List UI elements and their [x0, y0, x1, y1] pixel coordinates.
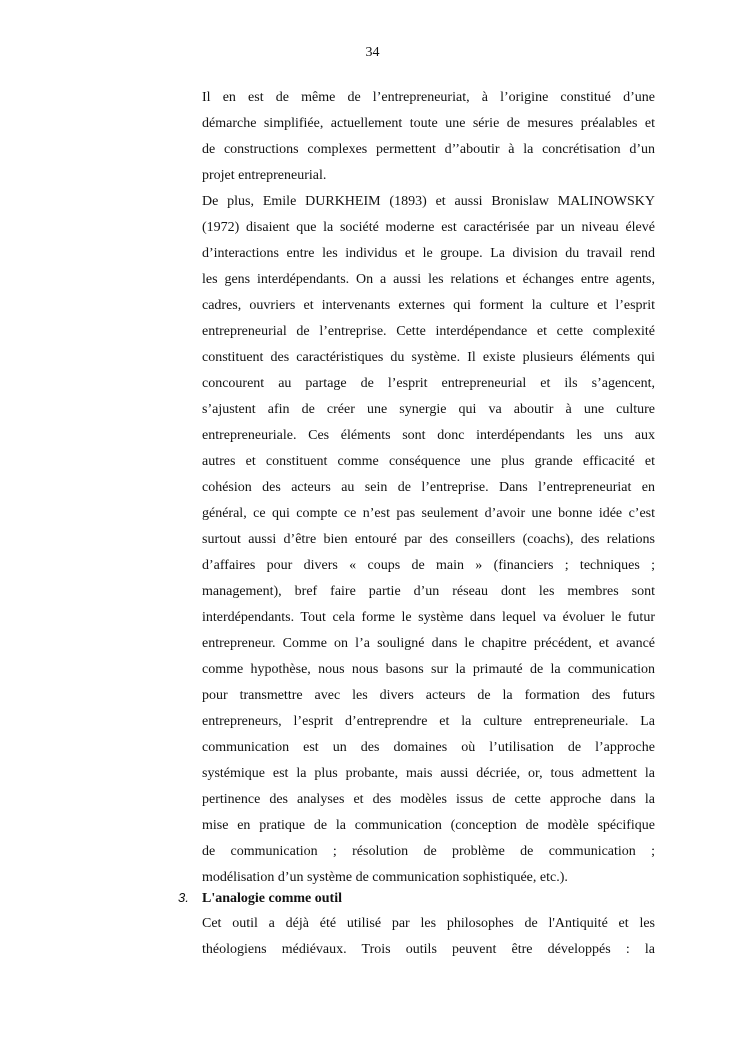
text-line: concourent au partage de l’esprit entrepreneurial et ils s’agencent, — [202, 376, 655, 391]
text-line: modélisation d’un système de communication sophistiquée, etc.). — [202, 870, 568, 885]
text-line: d’interactions entre les individus et le groupe. La division du travail rend — [202, 246, 655, 261]
text-line: d’affaires pour divers « coups de main » (financiers ; techniques ; — [202, 558, 655, 573]
section-number: 3. — [178, 890, 189, 905]
text-line: entrepreneuriale. Ces éléments sont donc interdépendants les uns aux — [202, 428, 655, 443]
paragraph-analogie — [202, 911, 655, 963]
text-line: de communication ; résolution de problème de communication ; — [202, 844, 655, 859]
section-title: L'analogie comme outil — [202, 891, 342, 906]
text-line: mise en pratique de la communication (conception de modèle spécifique — [202, 818, 655, 833]
text-line: (1972) disaient que la société moderne est caractérisée par un niveau élevé — [202, 220, 655, 235]
text-line: surtout aussi d’être bien entouré par des conseillers (coachs), des relations — [202, 532, 655, 547]
page-number: 34 — [365, 45, 380, 60]
section-heading — [178, 885, 342, 911]
text-line: entrepreneurs, l’esprit d’entreprendre et la culture entrepreneuriale. La — [202, 714, 655, 729]
text-line: management), bref faire partie d’un réseau dont les membres sont — [202, 584, 655, 599]
text-line: pour transmettre avec les divers acteurs de la formation des futurs — [202, 688, 655, 703]
text-line: autres et constituent comme conséquence une plus grande efficacité et — [202, 454, 655, 469]
paragraph-durkheim-malinowsky — [202, 189, 655, 891]
text-line: théologiens médiévaux. Trois outils peuvent être développés : la — [202, 942, 655, 957]
text-line: les gens interdépendants. On a aussi les relations et échanges entre agents, — [202, 272, 655, 287]
text-line: De plus, Emile DURKHEIM (1893) et aussi Bronislaw MALINOWSKY — [202, 194, 655, 209]
text-line: projet entrepreneurial. — [202, 168, 327, 183]
text-line: interdépendants. Tout cela forme le système dans lequel va évoluer le futur — [202, 610, 655, 625]
text-line: entrepreneur. Comme on l’a souligné dans le chapitre précédent, et avancé — [202, 636, 655, 651]
paragraph-entrepreneuriat — [202, 85, 655, 189]
text-line: comme hypothèse, nous nous basons sur la primauté de la communication — [202, 662, 655, 677]
text-line: constituent des caractéristiques du système. Il existe plusieurs éléments qui — [202, 350, 655, 365]
text-line: entrepreneurial de l’entreprise. Cette interdépendance et cette complexité — [202, 324, 655, 339]
text-line: Cet outil a déjà été utilisé par les philosophes de l'Antiquité et les — [202, 916, 655, 931]
text-line: démarche simplifiée, actuellement toute une série de mesures préalables et — [202, 116, 655, 131]
text-line: s’ajustent afin de créer une synergie qui va aboutir à une culture — [202, 402, 655, 417]
text-line: général, ce qui compte ce n’est pas seulement d’avoir une bonne idée c’est — [202, 506, 655, 521]
text-line: pertinence des analyses et des modèles issus de cette approche dans la — [202, 792, 655, 807]
text-line: Il en est de même de l’entrepreneuriat, à l’origine constitué d’une — [202, 90, 655, 105]
text-line: communication est un des domaines où l’utilisation de l’approche — [202, 740, 655, 755]
text-line: de constructions complexes permettent d’’aboutir à la concrétisation d’un — [202, 142, 655, 157]
text-line: cadres, ouvriers et intervenants externes qui forment la culture et l’esprit — [202, 298, 655, 313]
text-line: cohésion des acteurs au sein de l’entreprise. Dans l’entrepreneuriat en — [202, 480, 655, 495]
text-line: systémique est la plus probante, mais aussi décriée, or, tous admettent la — [202, 766, 655, 781]
